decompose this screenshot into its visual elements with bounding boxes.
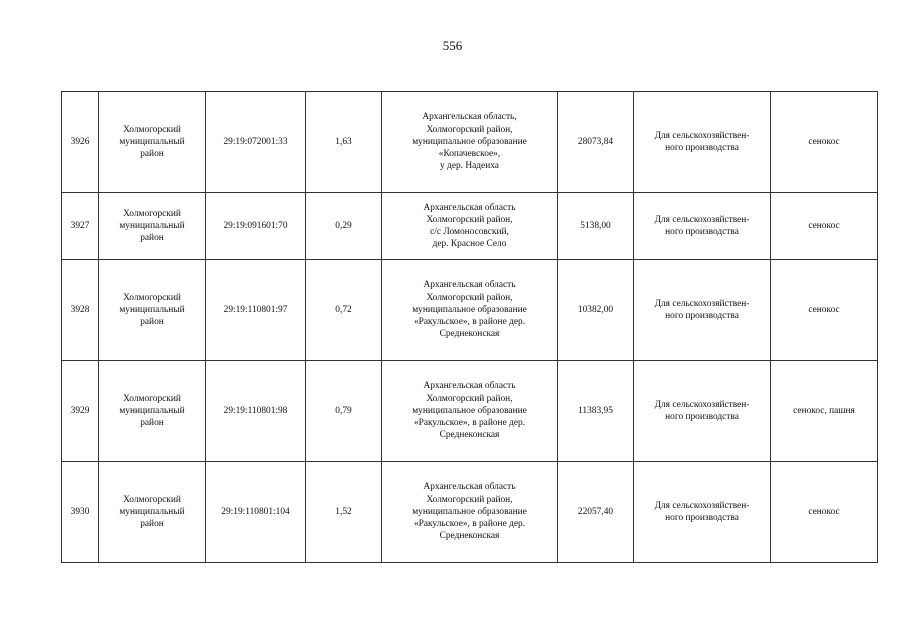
district-cell: Холмогорский муниципальный район: [99, 193, 206, 260]
area-cell: 0,79: [306, 361, 382, 462]
use-cell: сенокос, пашня: [771, 361, 878, 462]
purpose-cell: Для сельскохозяйствен- ного производства: [634, 193, 771, 260]
table-row: [62, 462, 878, 563]
value-cell: 10382,00: [558, 260, 634, 361]
use-cell: сенокос: [771, 193, 878, 260]
use-cell: сенокос: [771, 92, 878, 193]
record-number: 3929: [62, 361, 99, 462]
table-row: [62, 92, 878, 193]
area-cell: 0,29: [306, 193, 382, 260]
use-cell: сенокос: [771, 462, 878, 563]
table-row: [62, 193, 878, 260]
value-cell: 28073,84: [558, 92, 634, 193]
cadastral-number: 29:19:110801:97: [206, 260, 306, 361]
value-cell: 5138,00: [558, 193, 634, 260]
cadastral-number: 29:19:091601:70: [206, 193, 306, 260]
location-cell: Архангельская область Холмогорский район, муниципальное образование «Ракульское», в районе дер. Среднеконская: [382, 260, 558, 361]
purpose-cell: Для сельскохозяйствен- ного производства: [634, 92, 771, 193]
purpose-cell: Для сельскохозяйствен- ного производства: [634, 462, 771, 563]
page-number: 556: [442, 38, 463, 53]
purpose-cell: Для сельскохозяйствен- ного производства: [634, 361, 771, 462]
location-cell: Архангельская область Холмогорский район, муниципальное образование «Ракульское», в районе дер. Среднеконская: [382, 462, 558, 563]
district-cell: Холмогорский муниципальный район: [99, 260, 206, 361]
record-number: 3926: [62, 92, 99, 193]
record-number: 3928: [62, 260, 99, 361]
table-row: [62, 361, 878, 462]
land-registry-table: [61, 91, 878, 563]
area-cell: 1,63: [306, 92, 382, 193]
area-cell: 0,72: [306, 260, 382, 361]
use-cell: сенокос: [771, 260, 878, 361]
value-cell: 11383,95: [558, 361, 634, 462]
location-cell: Архангельская область, Холмогорский район, муниципальное образование «Копачевское», у дер. Надеиха: [382, 92, 558, 193]
location-cell: Архангельская область Холмогорский район, с/с Ломоносовский, дер. Красное Село: [382, 193, 558, 260]
cadastral-number: 29:19:072001:33: [206, 92, 306, 193]
purpose-cell: Для сельскохозяйствен- ного производства: [634, 260, 771, 361]
cadastral-number: 29:19:110801:104: [206, 462, 306, 563]
district-cell: Холмогорский муниципальный район: [99, 92, 206, 193]
table-row: [62, 260, 878, 361]
record-number: 3927: [62, 193, 99, 260]
district-cell: Холмогорский муниципальный район: [99, 462, 206, 563]
cadastral-number: 29:19:110801:98: [206, 361, 306, 462]
district-cell: Холмогорский муниципальный район: [99, 361, 206, 462]
location-cell: Архангельская область Холмогорский район, муниципальное образование «Ракульское», в районе дер. Среднеконская: [382, 361, 558, 462]
value-cell: 22057,40: [558, 462, 634, 563]
area-cell: 1,52: [306, 462, 382, 563]
record-number: 3930: [62, 462, 99, 563]
